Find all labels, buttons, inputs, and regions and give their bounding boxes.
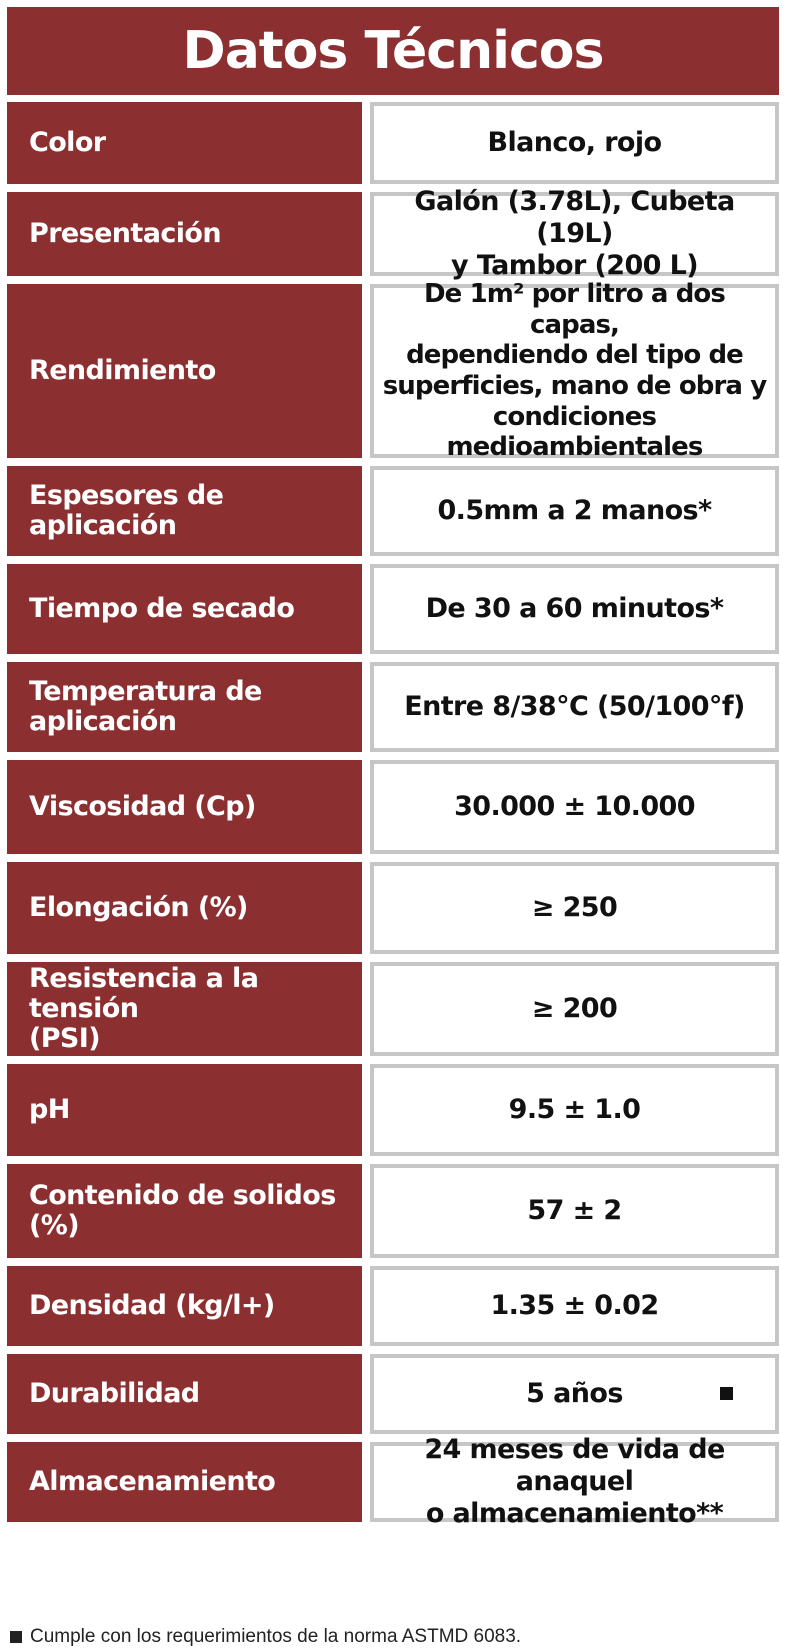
table-row-temperatura: [7, 662, 779, 752]
row-label-tiempo-secado: Tiempo de secado: [7, 564, 362, 654]
row-label-contenido-solidos: Contenido de solidos (%): [7, 1164, 362, 1258]
table-row-elongacion: [7, 862, 779, 954]
row-label-presentacion: Presentación: [7, 192, 362, 276]
table-row-rendimiento: [7, 278, 779, 463]
row-value-durabilidad-cell: [370, 1354, 779, 1434]
square-bullet-icon: [720, 1387, 733, 1400]
table-row-resistencia: [7, 962, 779, 1056]
table-row-ph: [7, 1064, 779, 1156]
row-value-tiempo-secado: De 30 a 60 minutos*: [370, 564, 779, 654]
row-value-espesores: 0.5mm a 2 manos*: [370, 466, 779, 556]
footnote: [10, 1626, 521, 1648]
row-value-contenido-solidos: 57 ± 2: [370, 1164, 779, 1258]
row-value-almacenamiento: 24 meses de vida de anaquel o almacenamiento**: [370, 1442, 779, 1522]
row-value-durabilidad: 5 años: [526, 1378, 623, 1410]
row-value-color: Blanco, rojo: [370, 102, 779, 184]
row-label-espesores: Espesores de aplicación: [7, 466, 362, 556]
row-label-durabilidad: Durabilidad: [7, 1354, 362, 1434]
table-row-densidad: [7, 1266, 779, 1346]
row-label-ph: pH: [7, 1064, 362, 1156]
row-value-viscosidad: 30.000 ± 10.000: [370, 760, 779, 854]
footnote-text: Cumple con los requerimientos de la norma ASTMD 6083.: [30, 1626, 522, 1647]
table-row-color: [7, 102, 779, 184]
table-row-viscosidad: [7, 760, 779, 854]
row-label-resistencia: Resistencia a la tensión (PSI): [7, 962, 362, 1056]
row-label-color: Color: [7, 102, 362, 184]
row-label-elongacion: Elongación (%): [7, 862, 362, 954]
table-row-durabilidad: [7, 1354, 779, 1434]
row-label-viscosidad: Viscosidad (Cp): [7, 760, 362, 854]
page-title: Datos Técnicos: [7, 7, 779, 95]
row-value-presentacion: Galón (3.78L), Cubeta (19L) y Tambor (200 L): [370, 192, 779, 276]
row-value-ph: 9.5 ± 1.0: [370, 1064, 779, 1156]
table-row-almacenamiento: [7, 1434, 779, 1529]
table-row-presentacion: [7, 186, 779, 281]
table-row-tiempo-secado: [7, 564, 779, 654]
row-label-almacenamiento: Almacenamiento: [7, 1442, 362, 1522]
row-value-densidad: 1.35 ± 0.02: [370, 1266, 779, 1346]
square-bullet-icon: [10, 1631, 22, 1643]
row-value-elongacion: ≥ 250: [370, 862, 779, 954]
row-label-densidad: Densidad (kg/l+): [7, 1266, 362, 1346]
row-label-rendimiento: Rendimiento: [7, 284, 362, 458]
table-row-espesores: [7, 466, 779, 556]
row-label-temperatura: Temperatura de aplicación: [7, 662, 362, 752]
table-row-contenido-solidos: [7, 1164, 779, 1258]
row-value-temperatura: Entre 8/38°C (50/100°f): [370, 662, 779, 752]
row-value-resistencia: ≥ 200: [370, 962, 779, 1056]
row-value-rendimiento: De 1m² por litro a dos capas, dependiendo del tipo de superficies, mano de obra y condiciones medioambientales: [370, 284, 779, 458]
